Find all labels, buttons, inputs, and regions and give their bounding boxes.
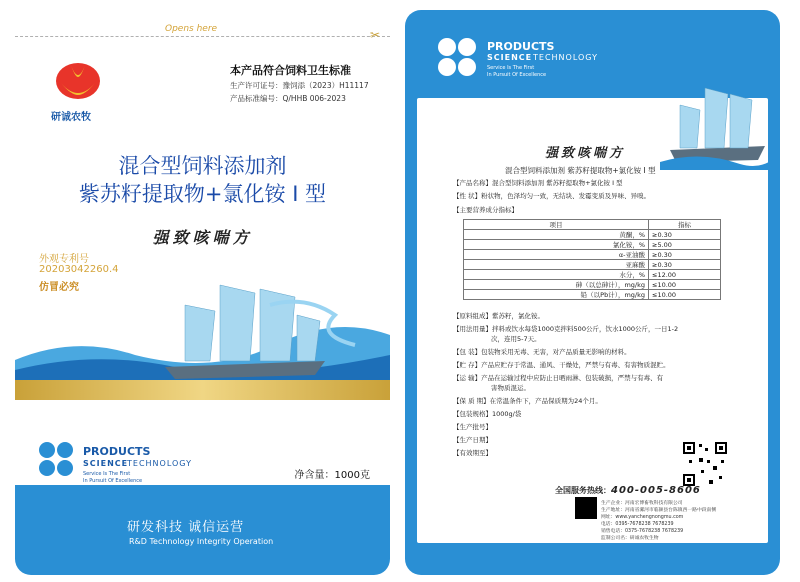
product-title-line1: 混合型饲料添加剂 — [118, 154, 287, 178]
back-brand-tagline-2: In Pursuit Of Excellence — [487, 72, 547, 78]
spec-packing: 【包 装】包装物采用无毒、无害，对产品质量无影响的材料。 — [453, 348, 631, 356]
table-cell: 铅（以Pb计），mg/kg — [464, 290, 649, 300]
net-weight: 净含量：1000克 — [294, 470, 370, 481]
anti-counterfeit-warning: 仿冒必究 — [39, 282, 79, 293]
footer-slogan-en: R&D Technology Integrity Operation — [129, 537, 274, 546]
logo-text: 研诚农牧 — [51, 112, 91, 123]
footer-slogan-cn: 研发科技 诚信运营 — [127, 520, 245, 535]
patent-number: 20203042260.4 — [39, 264, 119, 275]
spec-usage-2: 次，连用5-7天。 — [491, 335, 541, 343]
brand-tagline-2: In Pursuit Of Excellence — [83, 478, 143, 484]
table-cell: 亚麻酸 — [464, 260, 649, 270]
standard-number: 产品标准编号：Q/HHB 006-2023 — [230, 94, 346, 103]
qr-code-icon — [681, 440, 729, 488]
brand-technology: TECHNOLOGY — [127, 459, 192, 468]
brand-title: PRODUCTS — [83, 445, 151, 458]
table-row — [464, 270, 721, 280]
brand-circles-icon — [435, 35, 479, 79]
table-header-cell: 项目 — [464, 220, 649, 230]
hotline — [555, 485, 701, 496]
patent-label: 外观专利号 — [39, 254, 89, 265]
brand-circles-icon — [37, 440, 75, 478]
ship-illustration — [15, 275, 390, 385]
tear-line — [15, 36, 390, 37]
spec-usage-1: 【用法用量】拌料或饮水每袋1000克拌料500公斤，饮水1000公斤，一日1-2 — [453, 325, 679, 333]
product-title-line2: 紫苏籽提取物+氯化铵 I 型 — [78, 182, 327, 206]
table-row — [464, 260, 721, 270]
back-brand-tagline-1: Service Is The First — [487, 65, 535, 71]
spec-storage: 【贮 存】产品应贮存于常温、通风、干燥处，严禁与有毒、有害物质混贮。 — [453, 361, 670, 369]
standard-title: 本产品符合饲料卫生标准 — [230, 64, 351, 77]
spec-composition: 【原料组成】紫苏籽，氯化铵。 — [453, 312, 544, 320]
table-cell: 砷（以总砷计），mg/kg — [464, 280, 649, 290]
spec-product-name: 【产品名称】混合型饲料添加剂 紫苏籽提取物+氯化铵 I 型 — [453, 179, 623, 187]
address: 生产地址：河南省漯河市临颍县台陈镇西一路中段南侧 — [601, 508, 717, 513]
table-cell: 黄酮，% — [464, 230, 649, 240]
back-brand-technology: TECHNOLOGY — [533, 53, 598, 62]
table-cell: ≥0.30 — [649, 250, 721, 260]
opens-here-label: Opens here — [165, 24, 218, 34]
table-cell: ≥5.00 — [649, 240, 721, 250]
table-row — [464, 290, 721, 300]
wechat-qr-icon — [575, 497, 597, 519]
spec-transport-2: 害物质混运。 — [491, 384, 530, 392]
table-cell: α-亚油酸 — [464, 250, 649, 260]
table-cell: ≤10.00 — [649, 280, 721, 290]
brand-science: SCIENCE — [83, 459, 129, 468]
back-slogan: 强致咳喘方 — [545, 146, 626, 161]
maker: 生产企业：河南宏博畜牧科技有限公司 — [601, 501, 683, 506]
gold-band — [15, 380, 390, 400]
back-product-line: 混合型饲料添加剂 紫苏籽提取物+氯化铵 I 型 — [505, 166, 656, 175]
company-logo — [43, 55, 113, 105]
table-row — [464, 250, 721, 260]
website: 网址：www.yanchengnongmu.com — [601, 515, 684, 520]
spec-expiry: 【有效期至】 — [453, 449, 492, 457]
table-header-cell: 指标 — [649, 220, 721, 230]
table-cell: ≥0.30 — [649, 230, 721, 240]
spec-traits: 【性 状】粉状物，色泽均匀一致，无结块、发霉变质及异味、异嗅。 — [453, 192, 651, 200]
nutrition-table — [463, 219, 721, 300]
dealer-phone: 销售电话：0375-7678238 7678239 — [601, 529, 684, 534]
nutrition-heading: 【主要营养成分指标】 — [453, 206, 518, 214]
brand-tagline-1: Service Is The First — [83, 471, 131, 477]
table-cell: 氯化铵，% — [464, 240, 649, 250]
back-brand-title: PRODUCTS — [487, 40, 555, 53]
back-panel — [405, 10, 780, 575]
table-cell: ≥0.30 — [649, 260, 721, 270]
table-cell: ≤10.00 — [649, 290, 721, 300]
hotline-number: 400-005-8606 — [611, 485, 701, 496]
table-row — [464, 230, 721, 240]
phone: 电话：0395-7678238 7678239 — [601, 522, 674, 527]
hotline-label: 全国服务热线： — [555, 486, 611, 495]
table-row — [464, 280, 721, 290]
table-header-row — [464, 220, 721, 230]
ship-illustration — [660, 80, 775, 170]
back-brand-science: SCIENCE — [487, 53, 533, 62]
spec-transport-1: 【运 输】产品在运输过程中应防止日晒雨淋、包装破损，严禁与有毒、有 — [453, 374, 664, 382]
front-panel — [15, 10, 390, 575]
table-row — [464, 240, 721, 250]
scissors-icon: ✂ — [369, 28, 380, 42]
table-cell: ≤12.00 — [649, 270, 721, 280]
spec-shelf-life: 【保 质 期】在常温条件下，产品保质期为24个月。 — [453, 397, 602, 405]
spec-batch: 【生产批号】 — [453, 423, 492, 431]
table-cell: 水分，% — [464, 270, 649, 280]
license-number: 生产许可证号：豫饲添（2023）H11117 — [230, 81, 369, 90]
spec-date: 【生产日期】 — [453, 436, 492, 444]
distributor: 监制公司名：研诚农牧生物 — [601, 536, 659, 541]
product-slogan: 强致咳喘方 — [152, 228, 253, 247]
spec-package-size: 【包装规格】1000g/袋 — [453, 410, 522, 418]
